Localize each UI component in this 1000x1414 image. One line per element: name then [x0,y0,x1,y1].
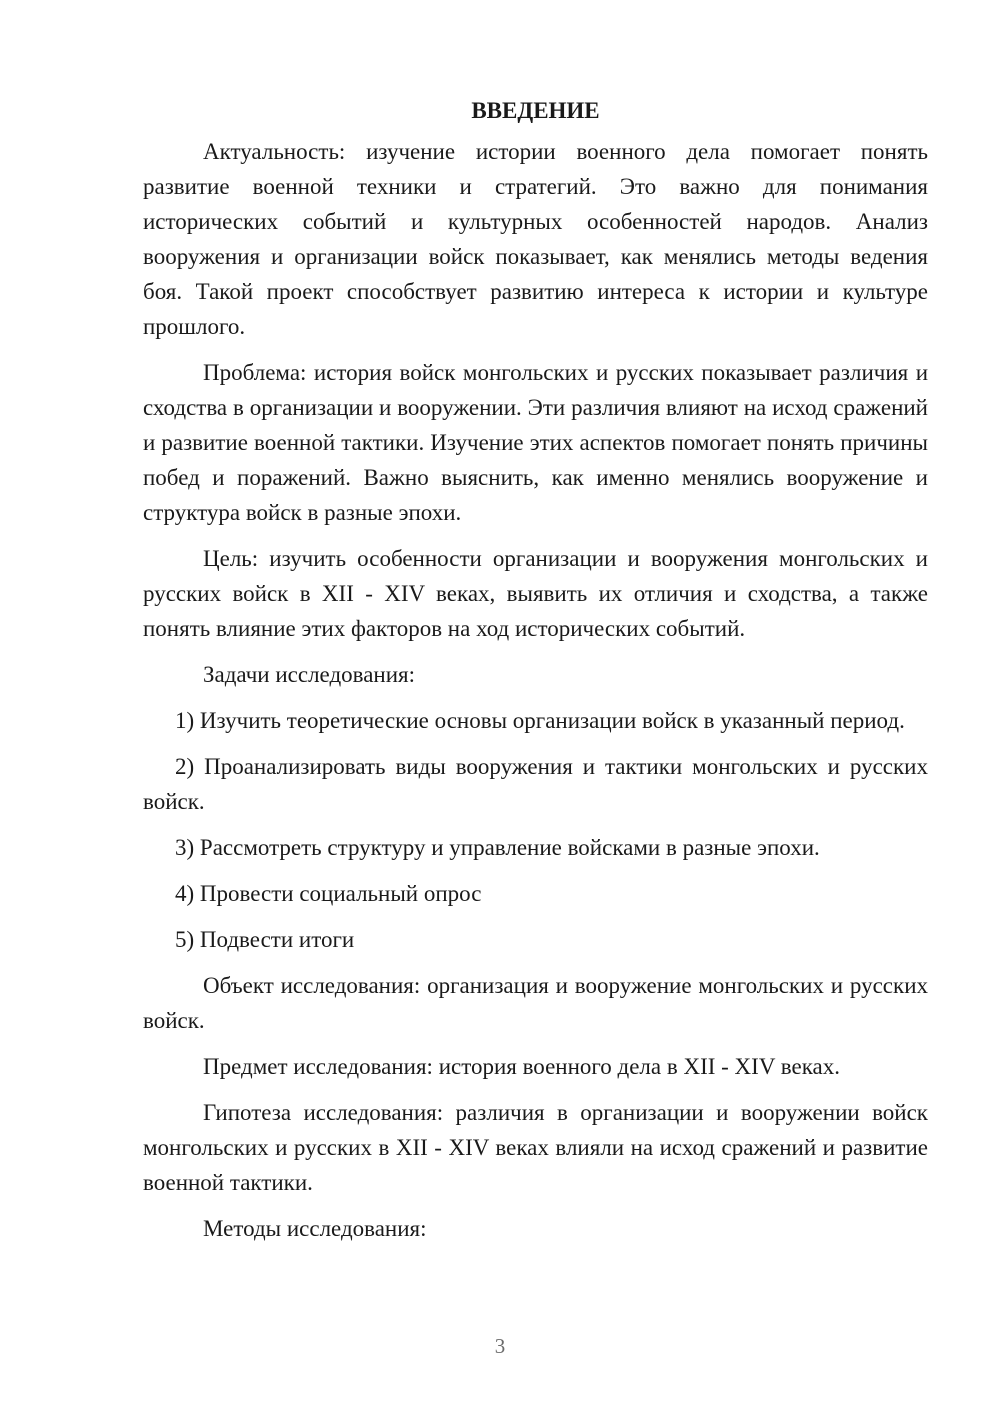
paragraph-subject: Предмет исследования: история военного дела в XII - XIV веках. [203,1054,840,1079]
tasks-heading: Задачи исследования: [203,662,416,687]
document-page [143,94,928,1257]
paragraph-problem: Проблема: история войск монгольских и русских показывает различия и сходства в организации и вооружении. Эти различия влияют на исход сражений и развитие военной тактики. Изучение этих аспектов помогает понять причины побед и поражений. Важно выяснить, как именно менялись вооружение и структура войск в разные эпохи. [143,360,928,525]
paragraph-object: Объект исследования: организация и вооружение монгольских и русских войск. [143,973,928,1033]
task-list [143,703,928,957]
page-title: ВВЕДЕНИЕ [471,98,600,123]
methods-heading: Методы исследования: [203,1216,427,1241]
page-number: 3 [494,1334,506,1358]
paragraph-goal: Цель: изучить особенности организации и вооружения монгольских и русских войск в XII - XIV веках, выявить их отличия и сходства, а также понять влияние этих факторов на ход исторических событий. [143,546,928,641]
paragraph-hypothesis: Гипотеза исследования: различия в организации и вооружении войск монгольских и русских в XII - XIV веках влияли на исход сражений и развитие военной тактики. [143,1100,928,1195]
task-item: 2) Проанализировать виды вооружения и тактики монгольских и русских войск. [143,754,928,814]
task-item: 4) Провести социальный опрос [175,881,482,906]
task-item: 1) Изучить теоретические основы организации войск в указанный период. [175,708,905,733]
task-item: 5) Подвести итоги [175,927,355,952]
paragraph-relevance: Актуальность: изучение истории военного дела помогает понять развитие военной техники и стратегий. Это важно для понимания исторических событий и культурных особенностей народов. Анализ вооружения и организации войск показывает, как менялись методы ведения боя. Такой проект способствует развитию интереса к истории и культуре прошлого. [143,139,928,339]
task-item: 3) Рассмотреть структуру и управление войсками в разные эпохи. [175,835,820,860]
